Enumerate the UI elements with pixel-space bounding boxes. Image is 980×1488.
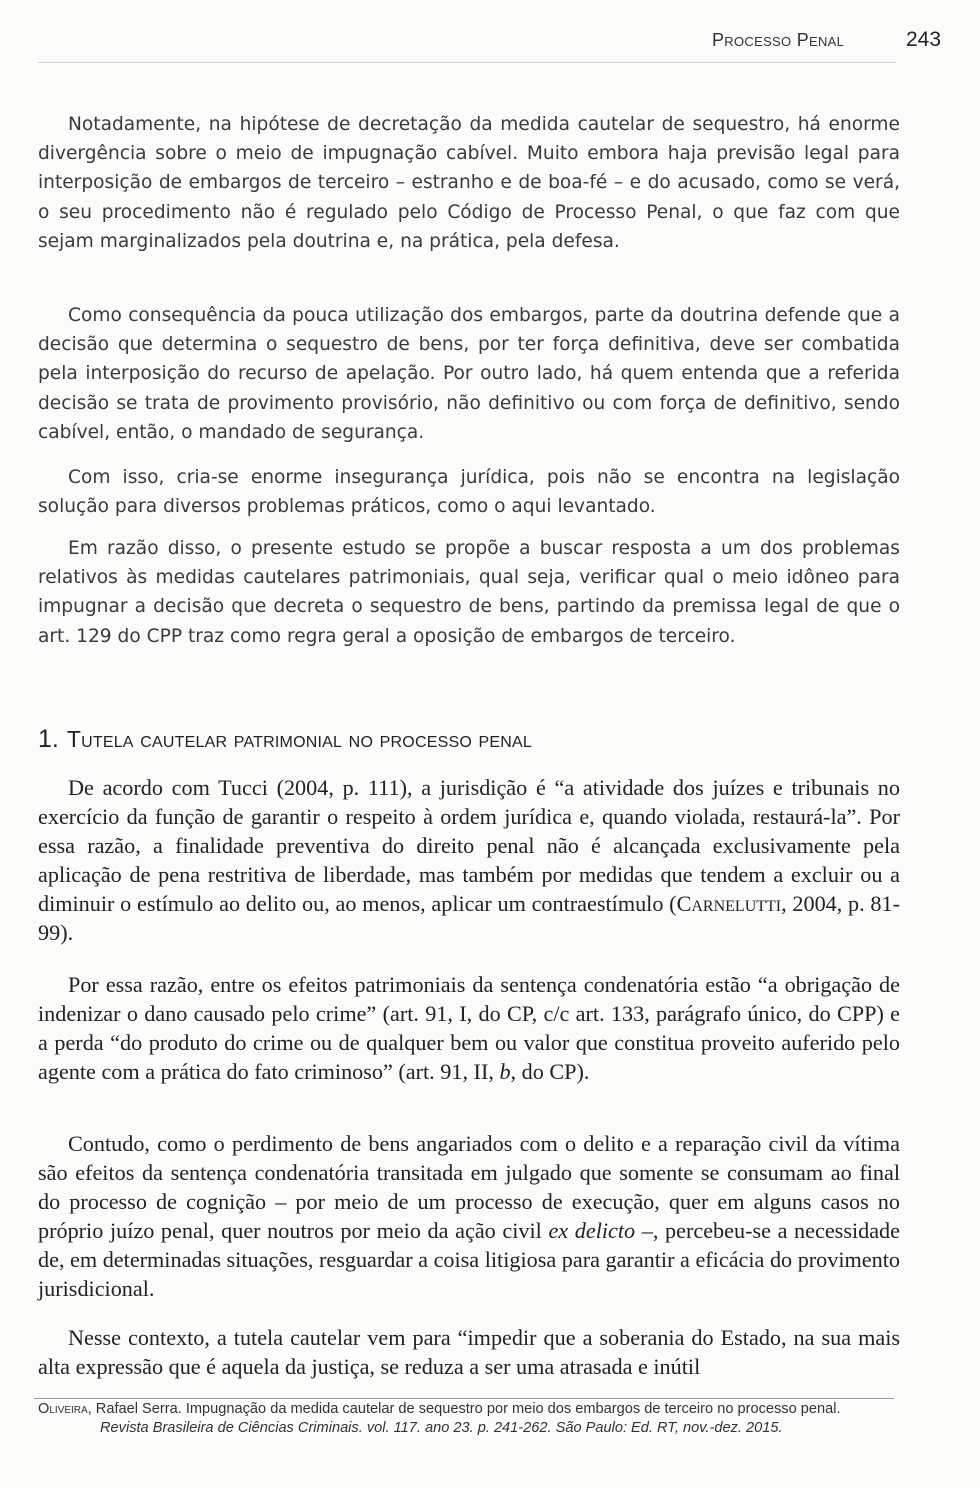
intro-paragraph-3: Com isso, cria-se enorme insegurança jurídica, pois não se encontra na legislação solução para diversos problemas práticos, como o aqui levantado. [38, 467, 900, 518]
intro-block [38, 110, 900, 256]
page-number: 243 [906, 28, 942, 51]
body-block-3 [38, 1129, 900, 1304]
header-rule [38, 62, 896, 63]
intro-block-3 [38, 463, 900, 521]
body-block-4 [38, 1323, 900, 1381]
intro-paragraph-2: Como consequência da pouca utilização dos embargos, parte da doutrina defende que a decisão que determina o sequestro de bens, por ter força definitiva, deve ser combatida pela interposição do recurso de apelação. Por outro lado, há quem entenda que a referida decisão se trata de provimento provisório, não definitivo ou com força de definitivo, sendo cabível, então, o mandado de segurança. [38, 305, 900, 443]
body-paragraph-2: Por essa razão, entre os efeitos patrimoniais da sentença condenatória estão “a obrigação de indenizar o dano causado pelo crime” (art. 91, I, do CP, c/c art. 133, parágrafo único, do CPP) e a perda “do produto do crime ou de qualquer bem ou valor que constitua proveito auferido pelo agente com a prática do fato criminoso” (art. 91, II, b, do CP). [38, 972, 900, 1085]
citation-author: Oliveira [38, 1401, 88, 1417]
body-block-1 [38, 773, 900, 948]
intro-paragraph-4: Em razão disso, o presente estudo se propõe a buscar resposta a um dos problemas relativos às medidas cautelares patrimoniais, qual seja, verificar qual o meio idôneo para impugnar a decisão que decreta o sequestro de bens, partindo da premissa legal de que o art. 129 do CPP traz como regra geral a oposição de embargos de terceiro. [38, 538, 900, 647]
intro-paragraph-1: Notadamente, na hipótese de decretação da medida cautelar de sequestro, há enorme divergência sobre o meio de impugnação cabível. Muito embora haja previsão legal para interposição de embargos de terceiro – estranho e de boa-fé – e do acusado, como se verá, o seu procedimento não é regulado pelo Código de Processo Penal, o que faz com que sejam marginalizados pela doutrina e, na prática, pela defesa. [38, 114, 900, 252]
section-number: 1. [38, 725, 59, 753]
citation-line-2: Revista Brasileira de Ciências Criminais. vol. 117. ano 23. p. 241-262. São Paulo: Ed. RT, nov.-dez. 2015. [100, 1420, 783, 1436]
body-block-2 [38, 970, 900, 1086]
citation-footer [38, 1400, 898, 1438]
italic-letter: b [499, 1059, 511, 1085]
body-paragraph-3: Contudo, como o perdimento de bens angariados com o delito e a reparação civil da vítima são efeitos da sentença condenatória transitada em julgado que somente se consumam ao final do processo de cognição – por meio de um processo de execução, quer em alguns casos no próprio juízo penal, quer noutros por meio da ação civil ex delicto –, percebeu-se a necessidade de, em determinadas situações, resguardar a coisa litigiosa para garantir a eficácia do provimento jurisdicional. [38, 1131, 901, 1302]
intro-block-4 [38, 534, 900, 651]
body-paragraph-1: De acordo com Tucci (2004, p. 111), a jurisdição é “a atividade dos juízes e tribunais no exercício da função de garantir o respeito à ordem jurídica e, quando violada, restaurá-la”. Por essa razão, a finalidade preventiva do direito penal não é alcançada exclusivamente pela aplicação de pena restritiva de liberdade, mas também por medidas que tendem a excluir ou a diminuir o estímulo ao delito ou, ao menos, aplicar um contraestímulo (Carnelutti, 2004, p. 81-99). [38, 775, 901, 946]
cited-author: Carnelutti [676, 891, 782, 917]
intro-block-2 [38, 301, 900, 447]
section-title: Tutela cautelar patrimonial no processo penal [66, 726, 533, 752]
footer-rule [34, 1398, 894, 1399]
running-title: Processo Penal [712, 30, 845, 50]
body-paragraph-4: Nesse contexto, a tutela cautelar vem para “impedir que a soberania do Estado, na sua mais alta expressão que é aquela da justiça, se reduza a ser uma atrasada e inútil [38, 1325, 900, 1380]
citation-line-1: , Rafael Serra. Impugnação da medida cautelar de sequestro por meio dos embargos de terceiro no processo penal. [87, 1401, 841, 1417]
italic-term: ex delicto [548, 1218, 636, 1244]
section-heading [38, 725, 900, 754]
